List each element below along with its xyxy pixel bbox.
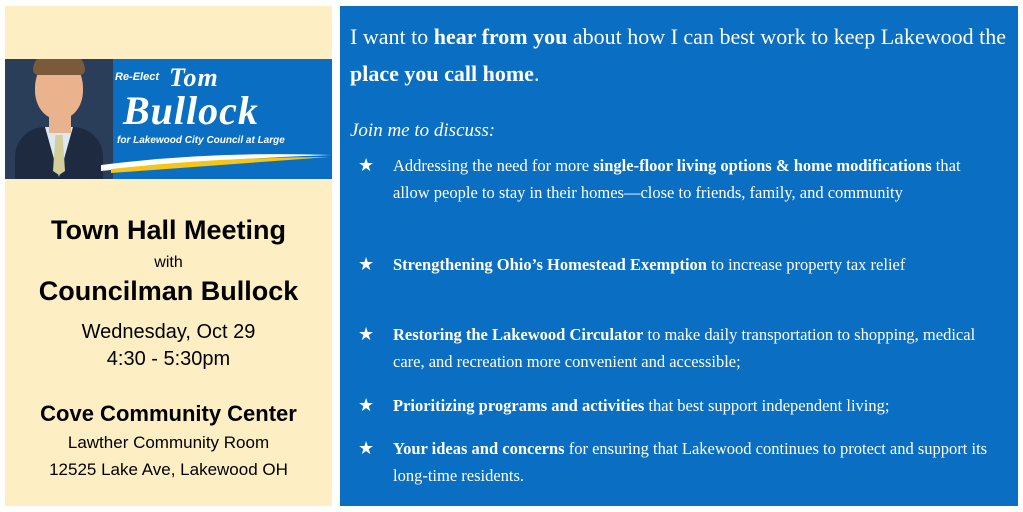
candidate-last-name: Bullock (123, 88, 259, 133)
star-icon: ★ (358, 324, 375, 344)
event-date: Wednesday, Oct 29 (81, 321, 256, 343)
headline: I want to hear from you about how I can best work to keep Lakewood the place you call home. (350, 24, 1006, 86)
venue-address: 12525 Lake Ave, Lakewood OH (49, 460, 288, 479)
star-icon: ★ (358, 155, 375, 175)
discuss-label: Join me to discuss: (350, 120, 496, 141)
star-icon: ★ (358, 254, 375, 274)
room-name: Lawther Community Room (67, 433, 270, 452)
swoosh-icon (101, 143, 331, 173)
star-icon: ★ (358, 438, 375, 458)
campaign-banner (5, 59, 332, 179)
re-elect-label: Re-Elect (115, 71, 160, 83)
agenda-panel: I want to hear from you about how I can best work to keep Lakewood the place you call home. Join me to discuss: ★ Addressing the need for more single-floor living options & home modifications that allow people to stay in their homes—close to friends, family, and community ★ Strengthening Ohio’s Homestead Exemption to increase property tax relief ★ Restoring the Lakewood Circulator to make daily transportation to shopping, medical care, and recreation more convenient and accessible; ★ Prioritizing programs and activities that best support independent living; ★ Your ideas and concerns for ensuring that Lakewood continues to protect and support its long-time residents. (340, 6, 1018, 506)
host-name: Councilman Bullock (38, 276, 299, 306)
candidate-first-name: Tom (169, 63, 219, 92)
event-time: 4:30 - 5:30pm (106, 348, 231, 370)
event-title: Town Hall Meeting (51, 215, 286, 245)
event-info-panel (5, 6, 332, 506)
venue-name: Cove Community Center (40, 401, 297, 426)
event-with: with (154, 254, 183, 271)
star-icon: ★ (358, 395, 375, 415)
candidate-photo (5, 59, 113, 179)
campaign-tagline: for Lakewood City Council at Large (117, 135, 285, 146)
